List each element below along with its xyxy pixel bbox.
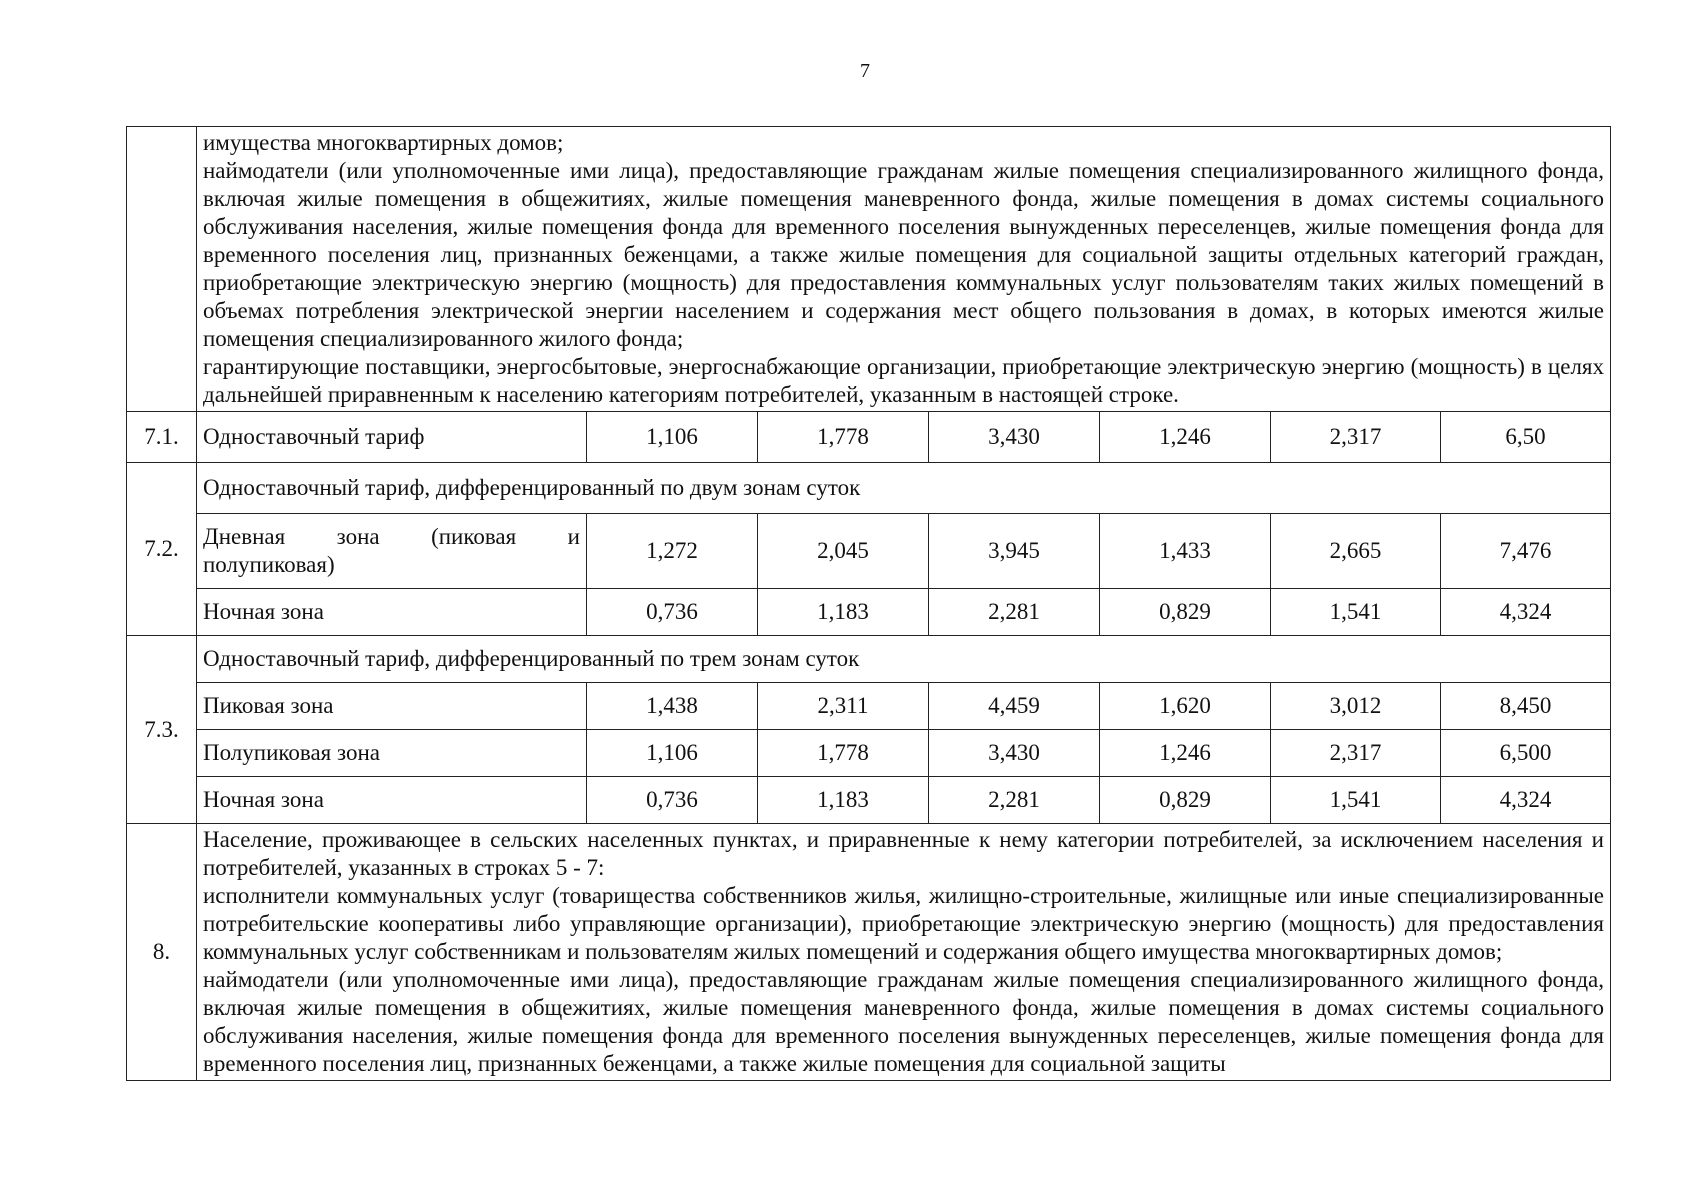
value-cell: 1,106 [587, 412, 758, 463]
paragraph: исполнители коммунальных услуг (товарищества собственников жилья, жилищно-строительные, жилищные или иные специализированные потребительские кооперативы либо управляющие организации), приобретающие электрическую энергию (мощность) для предоставления коммунальных услуг собственникам и пользователям жилых помещений и содержания общего имущества многоквартирных домов; [203, 883, 1604, 964]
value-cell: 0,829 [1100, 589, 1271, 636]
value-cell: 2,317 [1271, 412, 1441, 463]
value-cell: 3,430 [929, 412, 1100, 463]
value-cell: 2,281 [929, 589, 1100, 636]
value-cell: 3,012 [1271, 683, 1441, 730]
row-number: 7.3. [127, 636, 197, 824]
value-cell: 1,246 [1100, 412, 1271, 463]
intro-text-cell [197, 127, 1611, 412]
row-8-text-cell [197, 824, 1611, 1081]
paragraph: Население, проживающее в сельских населенных пунктах, и приравненные к нему категории потребителей, за исключением населения и потребителей, указанных в строках 5 - 7: [203, 827, 1604, 880]
zone-label: Пиковая зона [197, 683, 587, 730]
value-cell: 1,778 [758, 412, 929, 463]
paragraph: гарантирующие поставщики, энергосбытовые, энергоснабжающие организации, приобретающие электрическую энергию (мощность) в целях дальнейшей приравненным к населению категориям потребителей, указанным в настоящей строке. [203, 354, 1604, 407]
value-cell: 0,736 [587, 777, 758, 824]
value-cell: 2,665 [1271, 514, 1441, 589]
row-number: 7.2. [127, 463, 197, 636]
value-cell: 1,438 [587, 683, 758, 730]
tariff-table [126, 126, 1611, 1081]
row-7-2-header [127, 463, 1611, 514]
value-cell: 1,541 [1271, 777, 1441, 824]
value-cell: 6,50 [1441, 412, 1611, 463]
zone-label: Полупиковая зона [197, 730, 587, 777]
row-7-2-day [127, 514, 1611, 589]
value-cell: 4,324 [1441, 589, 1611, 636]
value-cell: 1,620 [1100, 683, 1271, 730]
value-cell: 4,324 [1441, 777, 1611, 824]
row-7-1 [127, 412, 1611, 463]
value-cell: 0,829 [1100, 777, 1271, 824]
value-cell: 1,272 [587, 514, 758, 589]
tariff-title: Одноставочный тариф, дифференцированный по двум зонам суток [197, 463, 1611, 514]
value-cell: 2,045 [758, 514, 929, 589]
value-cell: 1,106 [587, 730, 758, 777]
value-cell: 8,450 [1441, 683, 1611, 730]
row-7-3-semipeak [127, 730, 1611, 777]
value-cell: 1,183 [758, 589, 929, 636]
value-cell: 2,281 [929, 777, 1100, 824]
value-cell: 2,311 [758, 683, 929, 730]
value-cell: 1,433 [1100, 514, 1271, 589]
row-8 [127, 824, 1611, 1081]
row-7-2-night [127, 589, 1611, 636]
value-cell: 1,778 [758, 730, 929, 777]
value-cell: 1,541 [1271, 589, 1441, 636]
tariff-label: Одноставочный тариф [197, 412, 587, 463]
value-cell: 7,476 [1441, 514, 1611, 589]
paragraph: наймодатели (или уполномоченные ими лица), предоставляющие гражданам жилые помещения специализированного жилищного фонда, включая жилые помещения в общежитиях, жилые помещения маневренного фонда, жилые помещения в домах системы социального обслуживания населения, жилые помещения фонда для временного поселения вынужденных переселенцев, жилые помещения фонда для временного поселения лиц, признанных беженцами, а также жилые помещения для социальной защиты [203, 967, 1604, 1076]
row-intro-continuation [127, 127, 1611, 412]
page-number: 7 [860, 60, 870, 82]
row-number-cell [127, 127, 197, 412]
value-cell: 1,246 [1100, 730, 1271, 777]
value-cell: 4,459 [929, 683, 1100, 730]
paragraph: имущества многоквартирных домов; [203, 130, 564, 155]
row-7-3-night [127, 777, 1611, 824]
paragraph: наймодатели (или уполномоченные ими лица), предоставляющие гражданам жилые помещения специализированного жилищного фонда, включая жилые помещения в общежитиях, жилые помещения маневренного фонда, жилые помещения в домах системы социального обслуживания населения, жилые помещения фонда для временного поселения вынужденных переселенцев, жилые помещения фонда для временного поселения лиц, признанных беженцами, а также жилые помещения для социальной защиты отдельных категорий граждан, приобретающие электрическую энергию (мощность) для предоставления коммунальных услуг пользователям таких жилых помещений в объемах потребления электрической энергии населением и содержания мест общего пользования в домах, в которых имеются жилые помещения специализированного жилого фонда; [203, 158, 1604, 351]
zone-label: Ночная зона [197, 589, 587, 636]
value-cell: 3,430 [929, 730, 1100, 777]
value-cell: 3,945 [929, 514, 1100, 589]
value-cell: 2,317 [1271, 730, 1441, 777]
row-number: 8. [127, 824, 197, 1081]
value-cell: 0,736 [587, 589, 758, 636]
value-cell: 6,500 [1441, 730, 1611, 777]
tariff-title: Одноставочный тариф, дифференцированный по трем зонам суток [197, 636, 1611, 683]
zone-label: Ночная зона [197, 777, 587, 824]
row-number: 7.1. [127, 412, 197, 463]
zone-label: Дневная зона (пиковая и полупиковая) [197, 514, 587, 589]
row-7-3-peak [127, 683, 1611, 730]
value-cell: 1,183 [758, 777, 929, 824]
row-7-3-header [127, 636, 1611, 683]
